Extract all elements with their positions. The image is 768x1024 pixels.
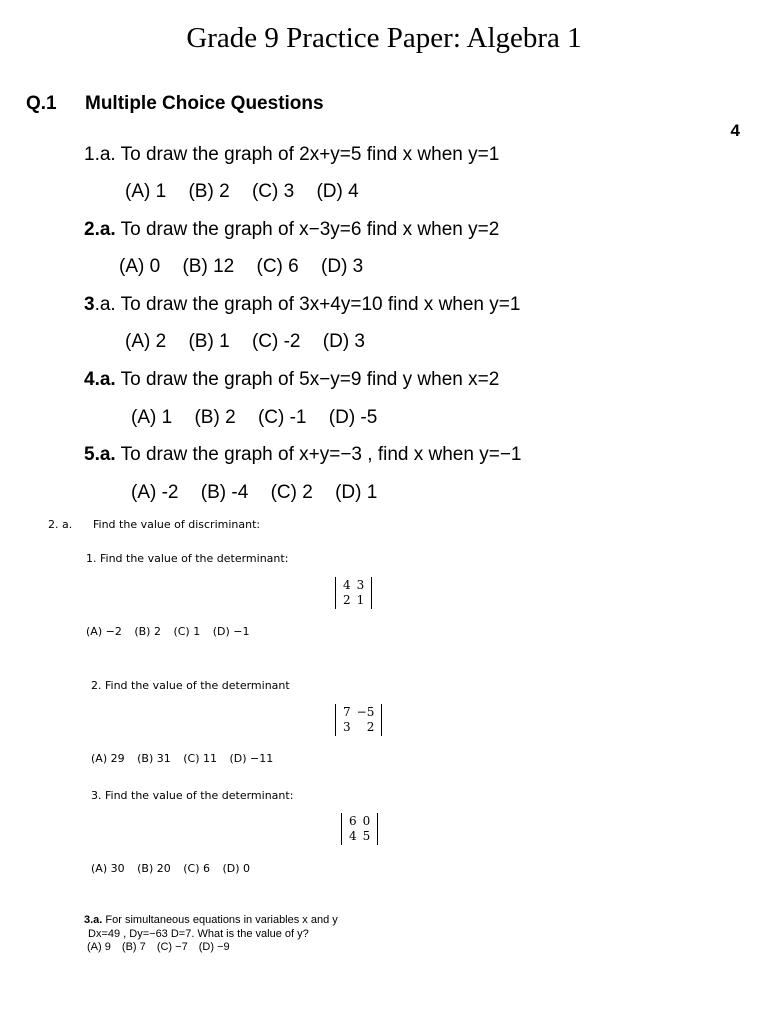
option-c: (C) −7 <box>156 941 188 953</box>
matrix-cell: 6 <box>349 814 357 828</box>
question-number: 3.a. <box>84 914 103 926</box>
option-d: (D) −1 <box>212 625 250 638</box>
matrix-cell: −5 <box>356 705 375 719</box>
option-d: (D) 0 <box>222 862 251 875</box>
matrix-cell: 4 <box>349 829 357 843</box>
option-a: (A) -2 <box>131 482 179 503</box>
question-text: To draw the graph of x−3y=6 find x when y=2 <box>120 219 500 240</box>
page-title: Grade 9 Practice Paper: Algebra 1 <box>186 22 582 54</box>
section-marks: 4 <box>730 121 740 140</box>
question-1 <box>84 144 499 166</box>
option-b: (B) -4 <box>200 482 249 503</box>
options-3 <box>125 331 382 353</box>
option-b: (B) 2 <box>194 407 236 428</box>
part2-heading: Find the value of discriminant: <box>93 518 261 531</box>
question-text: To draw the graph of 2x+y=5 find x when y=1 <box>120 144 500 165</box>
option-d: (D) 1 <box>335 482 378 503</box>
matrix-cell: 3 <box>356 578 365 592</box>
question-number: 2.a. <box>84 219 116 240</box>
question-3 <box>84 294 520 316</box>
question-number: 4.a. <box>84 369 116 390</box>
option-c: (C) 3 <box>251 181 295 202</box>
matrix-cell: 7 <box>343 705 351 719</box>
determinant-question-3: 3. Find the value of the determinant: <box>91 789 294 802</box>
determinant-matrix-3 <box>341 813 378 845</box>
option-a: (A) −2 <box>86 625 122 638</box>
option-d: (D) 4 <box>316 181 359 202</box>
option-d: (D) 3 <box>321 256 364 277</box>
option-b: (B) 7 <box>121 941 146 953</box>
determinant-question-1: 1. Find the value of the determinant: <box>86 552 289 565</box>
section-heading: Multiple Choice Questions <box>85 93 324 114</box>
determinant-question-2: 2. Find the value of the determinant <box>91 679 290 692</box>
option-d: (D) -5 <box>328 407 378 428</box>
determinant-options-2 <box>91 752 282 765</box>
option-a: (A) 29 <box>91 752 125 765</box>
part3-line2: Dx=49 , Dy=−63 D=7. What is the value of y? <box>88 928 309 940</box>
option-a: (A) 2 <box>125 331 167 352</box>
options-1 <box>125 181 376 203</box>
option-a: (A) 1 <box>125 181 167 202</box>
option-b: (B) 20 <box>137 862 171 875</box>
options-2 <box>119 256 380 278</box>
options-5 <box>131 482 394 504</box>
question-5 <box>84 444 521 466</box>
part2-label: 2. a. <box>48 518 73 531</box>
part3-question <box>84 914 338 927</box>
option-b: (B) 12 <box>182 256 235 277</box>
option-a: (A) 0 <box>119 256 161 277</box>
determinant-matrix-1 <box>335 577 372 609</box>
question-number: 5.a. <box>84 444 116 465</box>
section-number: Q.1 <box>26 93 57 114</box>
option-b: (B) 31 <box>137 752 171 765</box>
part3-options <box>87 941 238 954</box>
matrix-cell: 3 <box>343 720 351 734</box>
option-c: (C) 6 <box>256 256 299 277</box>
matrix-cell: 4 <box>343 578 351 592</box>
determinant-options-1 <box>86 625 258 638</box>
determinant-matrix-2 <box>335 704 382 736</box>
option-a: (A) 30 <box>91 862 125 875</box>
option-b: (B) 1 <box>188 331 230 352</box>
question-text: To draw the graph of x+y=−3 , find x when y=−1 <box>120 444 522 465</box>
question-text: For simultaneous equations in variables x and y <box>105 914 338 926</box>
option-c: (C) 6 <box>183 862 210 875</box>
question-text: To draw the graph of 5x−y=9 find y when x=2 <box>120 369 500 390</box>
option-d: (D) −11 <box>229 752 274 765</box>
option-c: (C) 11 <box>183 752 217 765</box>
question-number: 1.a. <box>84 144 116 165</box>
matrix-cell: 1 <box>356 593 365 607</box>
question-text: To draw the graph of 3x+4y=10 find x when y=1 <box>120 294 521 315</box>
option-d: (D) 3 <box>322 331 366 352</box>
matrix-cell: 5 <box>362 829 371 843</box>
determinant-options-3 <box>91 862 259 875</box>
matrix-cell: 0 <box>362 814 371 828</box>
option-c: (C) 1 <box>173 625 201 638</box>
options-4 <box>131 407 394 429</box>
option-c: (C) -2 <box>251 331 301 352</box>
option-b: (B) 2 <box>134 625 161 638</box>
question-number: 3.a. <box>84 294 116 315</box>
matrix-cell: 2 <box>366 720 375 734</box>
question-2 <box>84 219 499 241</box>
option-a: (A) 9 <box>87 941 111 953</box>
option-d: (D) −9 <box>198 941 230 953</box>
option-c: (C) -1 <box>257 407 307 428</box>
matrix-cell: 2 <box>343 593 351 607</box>
question-4 <box>84 369 499 391</box>
option-b: (B) 2 <box>188 181 230 202</box>
option-a: (A) 1 <box>131 407 173 428</box>
option-c: (C) 2 <box>270 482 313 503</box>
